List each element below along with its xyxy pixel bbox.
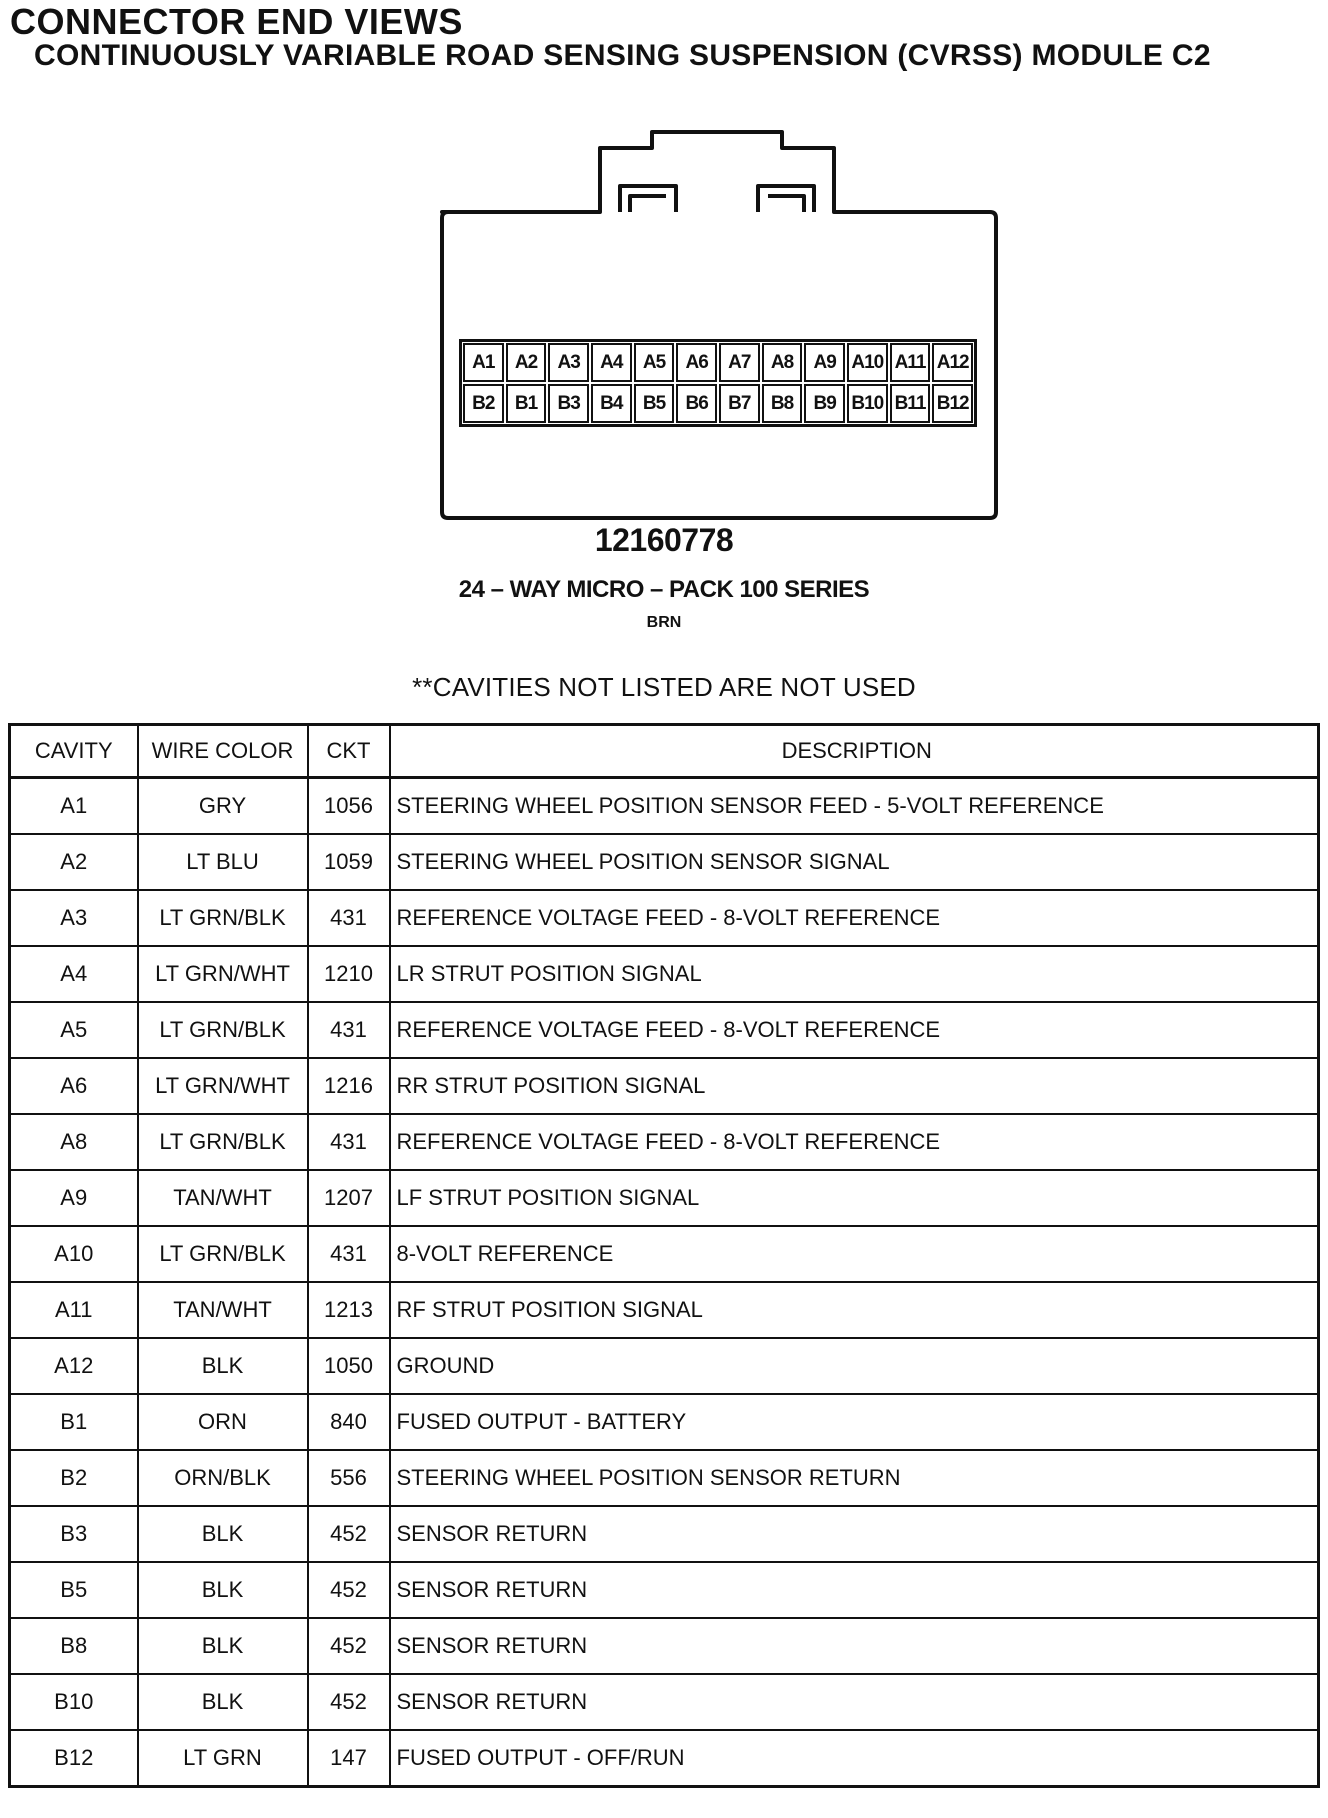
cell-description: RR STRUT POSITION SIGNAL: [390, 1058, 1319, 1114]
cavity-label: B6: [676, 384, 717, 423]
cell-ckt: 1210: [308, 946, 390, 1002]
cavity-label: A10: [847, 343, 888, 382]
cell-wire-color: LT GRN/BLK: [138, 890, 308, 946]
cell-description: GROUND: [390, 1338, 1319, 1394]
page-title: CONNECTOR END VIEWS: [10, 1, 463, 42]
cavity-label: B12: [932, 384, 973, 423]
cell-description: STEERING WHEEL POSITION SENSOR SIGNAL: [390, 834, 1319, 890]
unused-cavities-note: **CAVITIES NOT LISTED ARE NOT USED: [412, 672, 916, 702]
table-row: [10, 946, 1319, 1002]
cell-cavity: B12: [10, 1730, 138, 1787]
header-cavity: CAVITY: [10, 725, 138, 778]
cell-ckt: 431: [308, 1002, 390, 1058]
cell-ckt: 431: [308, 1226, 390, 1282]
cell-cavity: A5: [10, 1002, 138, 1058]
cell-ckt: 147: [308, 1730, 390, 1787]
cavity-label: A9: [804, 343, 845, 382]
cell-cavity: B10: [10, 1674, 138, 1730]
pinout-table: [8, 723, 1320, 1788]
cell-cavity: A1: [10, 778, 138, 835]
cell-wire-color: GRY: [138, 778, 308, 835]
cavity-label: A4: [591, 343, 632, 382]
cell-ckt: 431: [308, 1114, 390, 1170]
table-row: [10, 1170, 1319, 1226]
cavity-label: A1: [463, 343, 504, 382]
header-wire-color: WIRE COLOR: [138, 725, 308, 778]
connector-series: 24 – WAY MICRO – PACK 100 SERIES: [458, 576, 870, 603]
table-row: [10, 1506, 1319, 1562]
cavity-label: B2: [463, 384, 504, 423]
cell-cavity: A11: [10, 1282, 138, 1338]
cell-description: SENSOR RETURN: [390, 1618, 1319, 1674]
cavity-label: B10: [847, 384, 888, 423]
table-header-row: [10, 725, 1319, 778]
cell-wire-color: LT GRN/WHT: [138, 946, 308, 1002]
cell-cavity: B2: [10, 1450, 138, 1506]
cavity-label: B4: [591, 384, 632, 423]
cell-wire-color: LT GRN: [138, 1730, 308, 1787]
table-row: [10, 834, 1319, 890]
cell-description: RF STRUT POSITION SIGNAL: [390, 1282, 1319, 1338]
cell-cavity: A10: [10, 1226, 138, 1282]
cell-description: SENSOR RETURN: [390, 1674, 1319, 1730]
cell-cavity: A4: [10, 946, 138, 1002]
table-row: [10, 1730, 1319, 1787]
cell-ckt: 452: [308, 1562, 390, 1618]
connector-color: BRN: [646, 614, 682, 631]
cell-wire-color: TAN/WHT: [138, 1282, 308, 1338]
table-row: [10, 1226, 1319, 1282]
cell-ckt: 452: [308, 1674, 390, 1730]
cell-cavity: A2: [10, 834, 138, 890]
cell-ckt: 556: [308, 1450, 390, 1506]
cavity-label: A7: [719, 343, 760, 382]
cavity-label: A3: [548, 343, 589, 382]
cell-wire-color: LT GRN/BLK: [138, 1002, 308, 1058]
header-ckt: CKT: [308, 725, 390, 778]
cavity-label: A11: [890, 343, 931, 382]
cell-cavity: A9: [10, 1170, 138, 1226]
cell-cavity: B1: [10, 1394, 138, 1450]
part-number: 12160778: [594, 522, 734, 558]
cell-ckt: 431: [308, 890, 390, 946]
cavity-label: B1: [506, 384, 547, 423]
cell-ckt: 1050: [308, 1338, 390, 1394]
cell-ckt: 1213: [308, 1282, 390, 1338]
cell-description: LF STRUT POSITION SIGNAL: [390, 1170, 1319, 1226]
table-row: [10, 1674, 1319, 1730]
cell-ckt: 840: [308, 1394, 390, 1450]
cell-wire-color: LT GRN/BLK: [138, 1114, 308, 1170]
cell-description: STEERING WHEEL POSITION SENSOR RETURN: [390, 1450, 1319, 1506]
cell-cavity: A3: [10, 890, 138, 946]
cell-wire-color: ORN: [138, 1394, 308, 1450]
cell-description: LR STRUT POSITION SIGNAL: [390, 946, 1319, 1002]
connector-outline-drawing: [0, 0, 1328, 560]
table-row: [10, 1618, 1319, 1674]
cavity-grid: [459, 339, 977, 427]
cavity-label: B5: [634, 384, 675, 423]
page-subtitle: CONTINUOUSLY VARIABLE ROAD SENSING SUSPENSION (CVRSS) MODULE C2: [34, 39, 1211, 72]
cell-cavity: B8: [10, 1618, 138, 1674]
cell-cavity: B3: [10, 1506, 138, 1562]
cavity-label: B9: [804, 384, 845, 423]
table-row: [10, 1114, 1319, 1170]
cell-description: REFERENCE VOLTAGE FEED - 8-VOLT REFERENCE: [390, 1002, 1319, 1058]
cavity-label: B3: [548, 384, 589, 423]
cell-wire-color: BLK: [138, 1618, 308, 1674]
cell-cavity: A8: [10, 1114, 138, 1170]
cell-description: SENSOR RETURN: [390, 1506, 1319, 1562]
table-row: [10, 778, 1319, 835]
cell-wire-color: BLK: [138, 1674, 308, 1730]
cell-ckt: 452: [308, 1618, 390, 1674]
table-row: [10, 890, 1319, 946]
table-row: [10, 1394, 1319, 1450]
cavity-label: A2: [506, 343, 547, 382]
table-row: [10, 1562, 1319, 1618]
cell-wire-color: ORN/BLK: [138, 1450, 308, 1506]
cell-wire-color: TAN/WHT: [138, 1170, 308, 1226]
cavity-label: A6: [676, 343, 717, 382]
cell-description: STEERING WHEEL POSITION SENSOR FEED - 5-VOLT REFERENCE: [390, 778, 1319, 835]
table-row: [10, 1338, 1319, 1394]
table-row: [10, 1282, 1319, 1338]
cell-wire-color: LT GRN/BLK: [138, 1226, 308, 1282]
cell-wire-color: BLK: [138, 1506, 308, 1562]
cavity-label: A5: [634, 343, 675, 382]
cell-cavity: B5: [10, 1562, 138, 1618]
cell-wire-color: LT GRN/WHT: [138, 1058, 308, 1114]
cell-cavity: A12: [10, 1338, 138, 1394]
cell-wire-color: LT BLU: [138, 834, 308, 890]
header-description: DESCRIPTION: [390, 725, 1319, 778]
table-row: [10, 1002, 1319, 1058]
cell-ckt: 1059: [308, 834, 390, 890]
cell-cavity: A6: [10, 1058, 138, 1114]
cell-wire-color: BLK: [138, 1338, 308, 1394]
cavity-label: A8: [762, 343, 803, 382]
cell-wire-color: BLK: [138, 1562, 308, 1618]
cell-description: 8-VOLT REFERENCE: [390, 1226, 1319, 1282]
cell-description: SENSOR RETURN: [390, 1562, 1319, 1618]
cell-ckt: 1056: [308, 778, 390, 835]
cell-description: FUSED OUTPUT - BATTERY: [390, 1394, 1319, 1450]
table-row: [10, 1058, 1319, 1114]
cell-description: REFERENCE VOLTAGE FEED - 8-VOLT REFERENCE: [390, 1114, 1319, 1170]
cavity-label: B8: [762, 384, 803, 423]
cell-ckt: 452: [308, 1506, 390, 1562]
cavity-label: B7: [719, 384, 760, 423]
cavity-label: A12: [932, 343, 973, 382]
table-row: [10, 1450, 1319, 1506]
cell-description: FUSED OUTPUT - OFF/RUN: [390, 1730, 1319, 1787]
cavity-label: B11: [890, 384, 931, 423]
cell-ckt: 1216: [308, 1058, 390, 1114]
cell-ckt: 1207: [308, 1170, 390, 1226]
cell-description: REFERENCE VOLTAGE FEED - 8-VOLT REFERENCE: [390, 890, 1319, 946]
